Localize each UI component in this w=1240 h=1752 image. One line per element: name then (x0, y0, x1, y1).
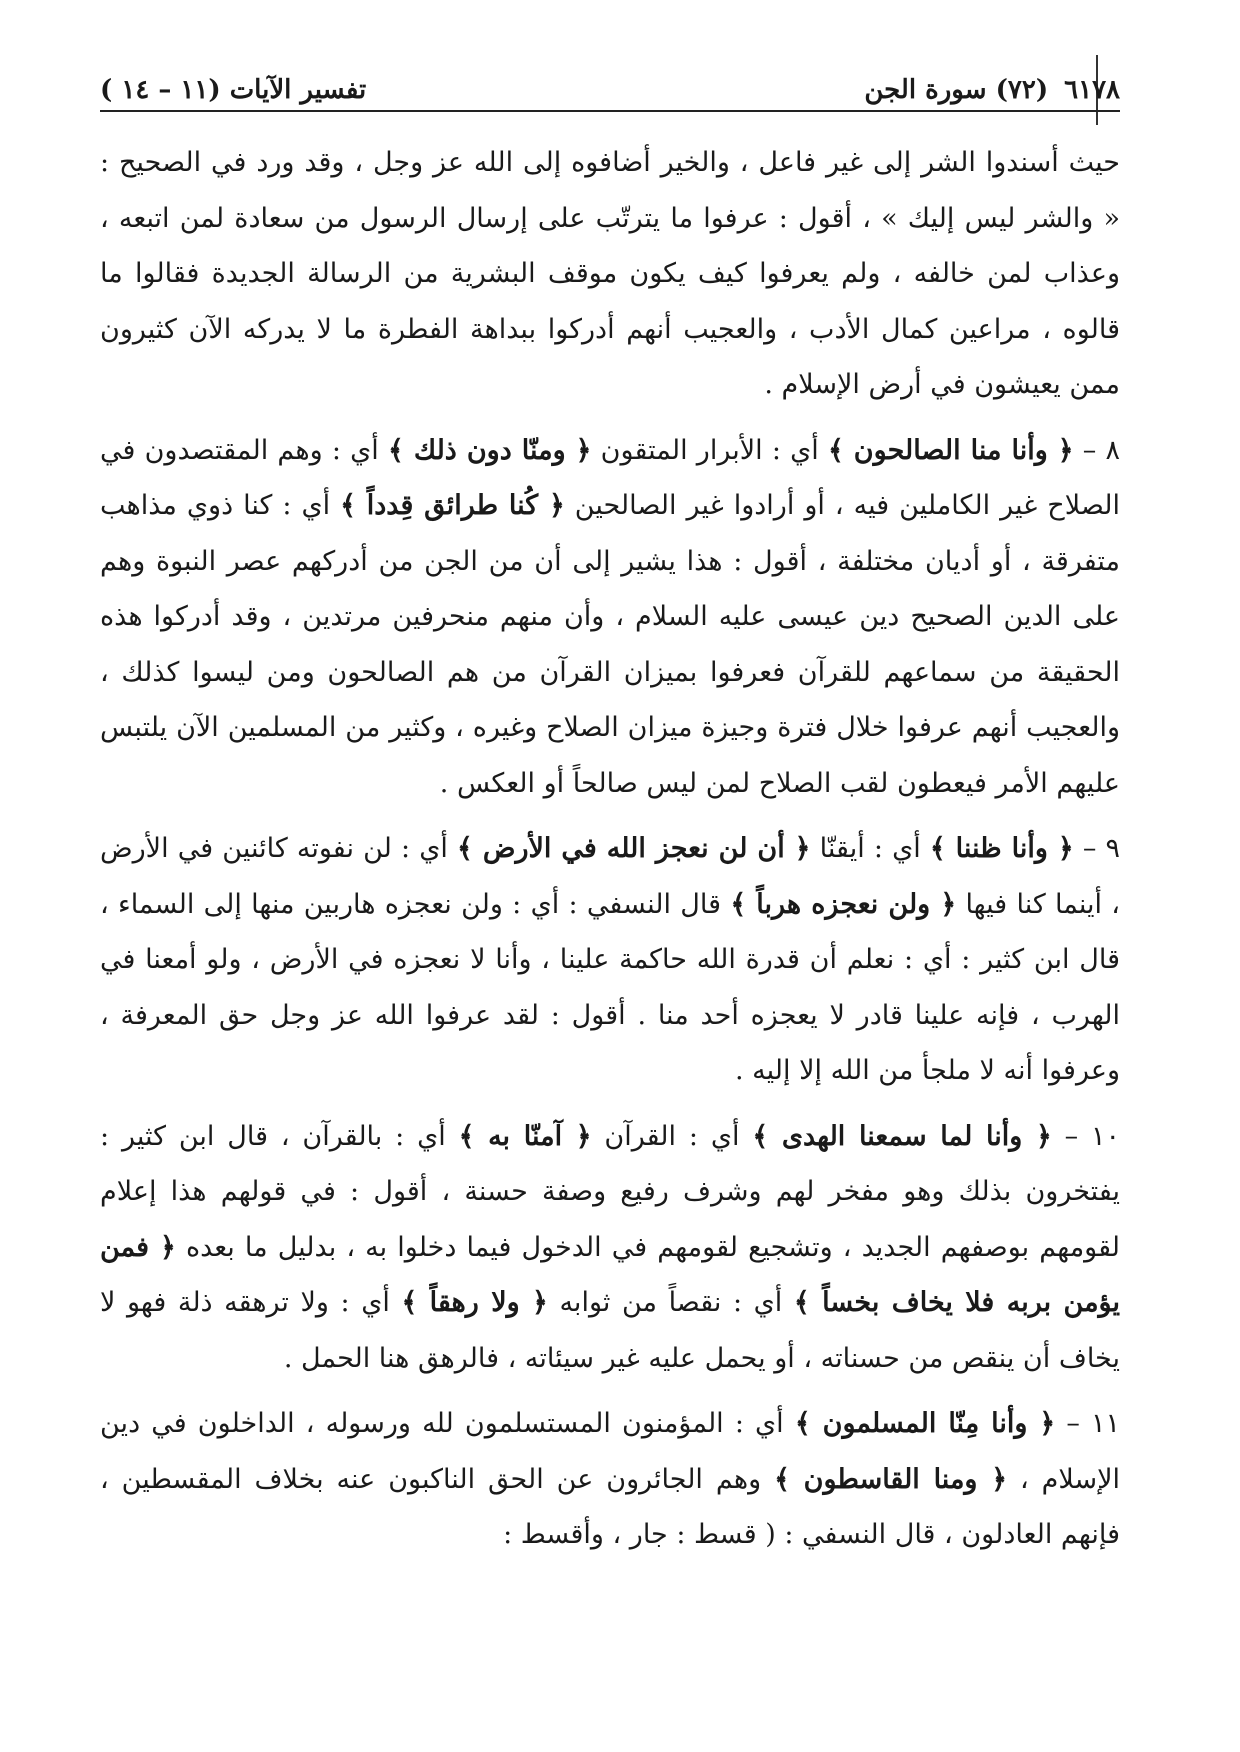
commentary-text: أي : أيقنّا (810, 833, 930, 864)
commentary-text: حيث أسندوا الشر إلى غير فاعل ، والخير أضافوه إلى الله عز وجل ، وقد ورد في الصحيح : « والشر ليس إليك » ، أقول : عرفوا ما يترتّب على إرسال الرسول من سعادة لمن اتبعه ، وعذاب لمن خالفه ، ولم يعرفوا كيف يكون موقف البشرية من الرسالة الجديدة فقالوا ما قالوه ، مراعين كمال الأدب ، والعجيب أنهم أدركوا ببداهة الفطرة ما لا يدركه الآن كثيرون ممن يعيشون في أرض الإسلام . (100, 147, 1120, 400)
commentary-text: أي : ولا ترهقه ذلة فهو لا يخاف أن ينقص من حسناته ، أو يحمل عليه غير سيئاته ، فالرهق هنا الحمل . (100, 1287, 1120, 1374)
header-rule (100, 110, 1120, 112)
commentary-text: أي : كنا ذوي مذاهب متفرقة ، أو أديان مختلفة ، أقول : هذا يشير إلى أن من الجن من أدركهم عصر النبوة وهم على الدين الصحيح دين عيسى عليه السلام ، وأن منهم منحرفين مرتدين ، وقد أدركوا هذه الحقيقة من سماعهم للقرآن فعرفوا بميزان القرآن من هم الصالحون ومن ليسوا كذلك ، والعجيب أنهم عرفوا خلال فترة وجيزة ميزان الصلاح وغيره ، وكثير من المسلمين الآن يلتبس عليهم الأمر فيعطون لقب الصلاح لمن ليس صالحاً أو العكس . (100, 490, 1120, 799)
quran-quote: ﴿ كُنا طرائق قِدداً ﴾ (340, 490, 565, 521)
quran-quote: ﴿ ولا رهقاً ﴾ (401, 1287, 548, 1318)
running-header (100, 65, 1120, 105)
commentary-text: ٨ – (1073, 434, 1121, 466)
quran-quote: ﴿ ومنا القاسطون ﴾ (774, 1463, 1008, 1495)
quran-quote: ﴿ وأنا مِنّا المسلمون ﴾ (794, 1408, 1056, 1439)
document-page (100, 55, 1120, 1735)
page-number: ٦١٧٨ (1064, 75, 1120, 105)
paragraph (100, 1396, 1120, 1563)
commentary-text: أي : الأبرار المتقون (591, 434, 828, 466)
quran-quote: ﴿ فمن يؤمن بربه فلا يخاف بخساً ﴾ (100, 1231, 1120, 1318)
section-title: تفسير الآيات (١١ – ١٤ ) (100, 75, 367, 105)
commentary-text: ٩ – (1073, 833, 1120, 864)
surah-title: (٧٢) سورة الجن (864, 75, 1049, 105)
quran-quote: ﴿ ومنّا دون ذلك ﴾ (387, 434, 592, 466)
quran-quote: ﴿ ولن نعجزه هرباً ﴾ (730, 888, 957, 920)
commentary-text: أي : بالقرآن ، قال ابن كثير : يفتخرون بذلك وهو مفخر لهم وشرف رفيع وصفة حسنة ، أقول : في قولهم هذا إعلام لقومهم بوصفهم الجديد ، وتشجيع لقومهم في الدخول فيما دخلوا به ، بدليل ما بعده (100, 1120, 1120, 1263)
paragraph (100, 1109, 1120, 1387)
quran-quote: ﴿ أن لن نعجز الله في الأرض ﴾ (457, 833, 811, 864)
commentary-text: أي : المؤمنون المستسلمون لله ورسوله ، الداخلون في دين الإسلام ، (100, 1408, 1120, 1495)
commentary-text: ١٠ – (1051, 1120, 1121, 1152)
paragraph (100, 135, 1120, 413)
quran-quote: ﴿ وأنا منا الصالحون ﴾ (827, 434, 1074, 466)
quran-quote: ﴿ وأنا ظننا ﴾ (929, 833, 1074, 864)
commentary-text: ١١ – (1055, 1408, 1121, 1439)
body-text (100, 135, 1120, 1563)
commentary-text: أي : لن نفوته كائنين في الأرض ، أينما كنا فيها (100, 833, 1120, 920)
quran-quote: ﴿ وأنا لما سمعنا الهدى ﴾ (752, 1120, 1052, 1152)
quran-quote: ﴿ آمنّا به ﴾ (458, 1120, 592, 1152)
commentary-text: قال النسفي : أي : ولن نعجزه هاربين منها إلى السماء ، قال ابن كثير : أي : نعلم أن قدرة الله حاكمة علينا ، وأنا لا نعجزه في الأرض ، ولو أمعنا في الهرب ، فإنه علينا قادر لا يعجزه أحد منا . أقول : لقد عرفوا الله عز وجل حق المعرفة ، وعرفوا أنه لا ملجأ من الله إلا إليه . (100, 888, 1120, 1086)
paragraph (100, 821, 1120, 1099)
header-right (864, 75, 1120, 105)
commentary-text: أي : وهم المقتصدون في الصلاح غير الكاملين فيه ، أو أرادوا غير الصالحين (100, 434, 1120, 521)
commentary-text: أي : نقصاً من ثوابه (547, 1287, 794, 1318)
commentary-text: وهم الجائرون عن الحق الناكبون عنه بخلاف المقسطين ، فإنهم العادلون ، قال النسفي : ( قسط : جار ، وأقسط : (100, 1463, 1120, 1550)
commentary-text: أي : القرآن (591, 1120, 753, 1152)
paragraph (100, 423, 1120, 812)
